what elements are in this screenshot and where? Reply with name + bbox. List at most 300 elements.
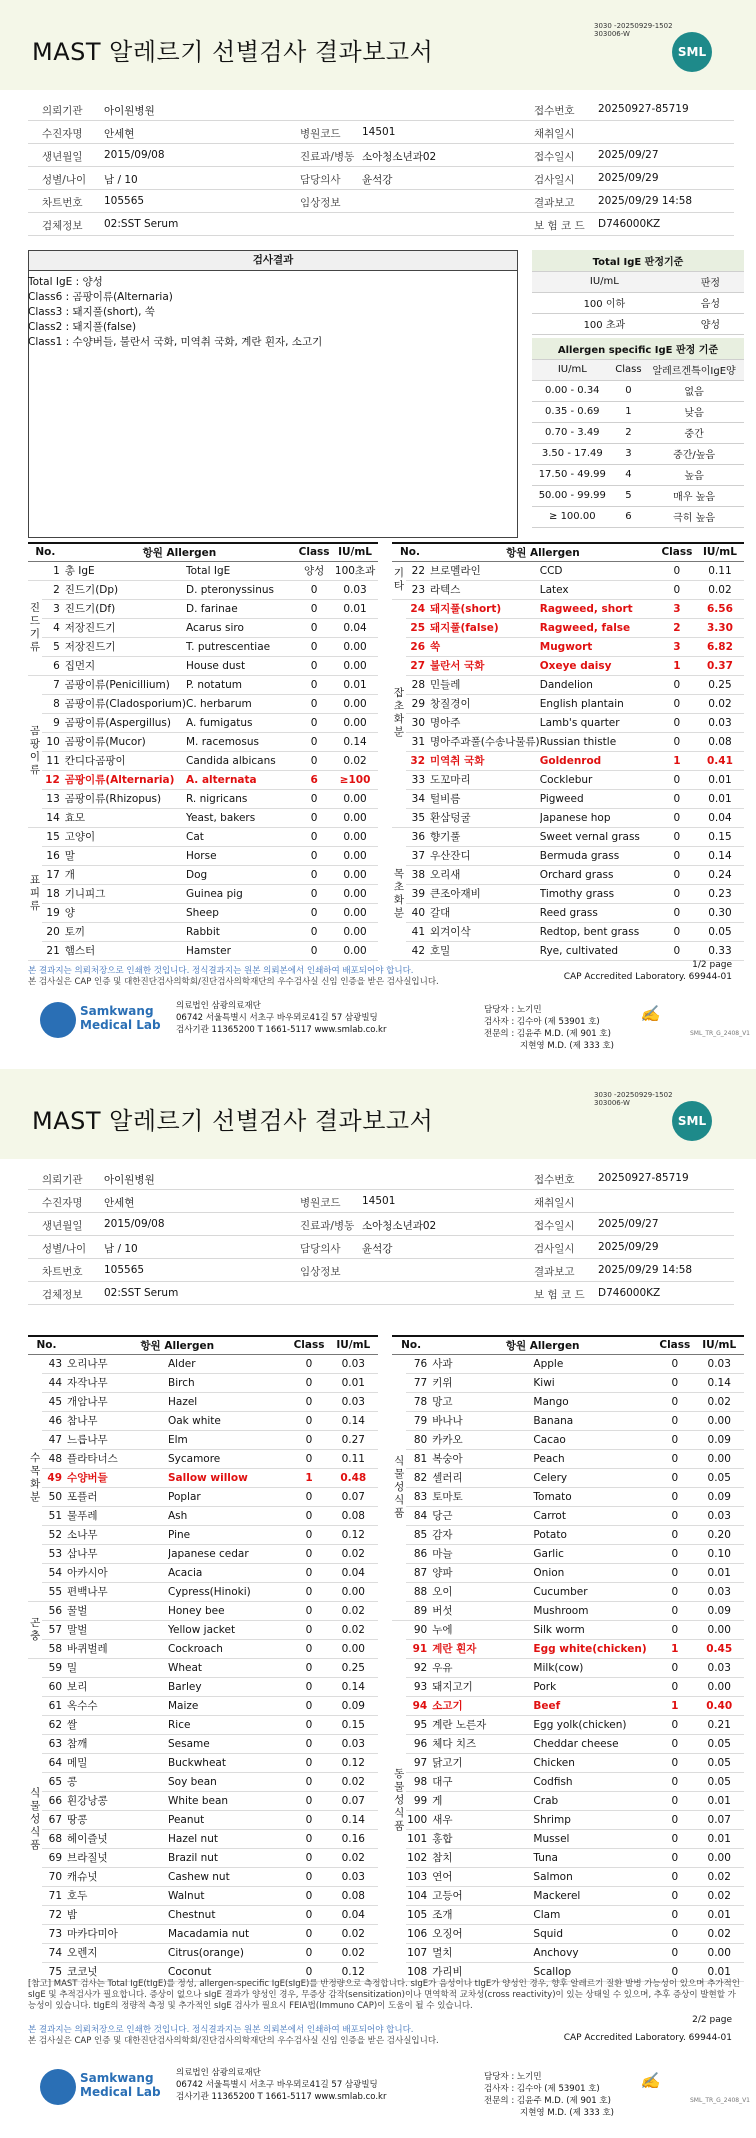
info-row [28,1213,734,1236]
allergen-class: 0 [289,1601,328,1620]
allergen-iu: 0.01 [332,599,378,618]
signature-icon: ✍ [640,1004,660,1023]
allergen-row [392,884,744,903]
allergen-row [28,789,378,808]
allergen-row [28,1791,378,1810]
allergen-no: 67 [42,1810,65,1829]
allergen-kr: 물푸레 [65,1506,168,1525]
allergen-iu: 0.01 [694,1905,744,1924]
allergen-row [28,1905,378,1924]
allergen-row [392,903,744,922]
allergen-en: Japanese cedar [168,1544,289,1563]
allergen-kr: 밤 [65,1905,168,1924]
allergen-row [392,1886,744,1905]
allergen-en: Carrot [533,1506,655,1525]
allergen-en: Macadamia nut [168,1924,289,1943]
info-value: 소아청소년과02 [362,1220,437,1232]
allergen-no: 7 [42,675,63,694]
allergen-no: 6 [42,656,63,675]
allergen-en: CCD [540,561,658,580]
allergen-row [28,751,378,770]
allergen-en: T. putrescentiae [186,637,296,656]
allergen-class: 3 [658,637,696,656]
allergen-en: Japanese hop [540,808,658,827]
allergen-en: Tuna [533,1848,655,1867]
allergen-no: 48 [42,1449,65,1468]
allergen-en: Cucumber [533,1582,655,1601]
allergen-no: 45 [42,1392,65,1411]
allergen-class: 0 [289,1753,328,1772]
allergen-row [392,694,744,713]
allergen-en: Beef [533,1696,655,1715]
allergen-row [392,1601,744,1620]
allergen-kr: 기니피그 [63,884,186,903]
allergen-en: C. herbarum [186,694,296,713]
allergen-no: 79 [406,1411,430,1430]
allergen-kr: 자작나무 [65,1373,168,1392]
allergen-en: Peach [533,1449,655,1468]
allergen-kr: 곰팡이류(Alternaria) [63,770,186,789]
allergen-iu: 0.03 [329,1354,378,1373]
info-label: 접수일시 [534,151,575,163]
allergen-class: 0 [658,884,696,903]
allergen-en: Bermuda grass [540,846,658,865]
specific-ige-row [532,485,744,506]
allergen-group [392,827,406,960]
allergen-no: 92 [406,1658,430,1677]
info-label: 차트번호 [42,1266,83,1278]
allergen-iu: 0.03 [694,1658,744,1677]
allergen-class: 0 [296,922,332,941]
allergen-class: 0 [655,1506,694,1525]
allergen-iu: 0.05 [696,922,744,941]
info-row [28,1282,734,1305]
allergen-en: Elm [168,1430,289,1449]
allergen-row [392,1544,744,1563]
allergen-row [392,1791,744,1810]
allergen-kr: 바퀴벌레 [65,1639,168,1658]
allergen-kr: 오리새 [428,865,540,884]
allergen-kr: 소고기 [430,1696,533,1715]
allergen-no: 71 [42,1886,65,1905]
allergen-kr: 효모 [63,808,186,827]
allergen-no: 69 [42,1848,65,1867]
col-no: No. [28,543,63,561]
allergen-iu: ≥100 [332,770,378,789]
criteria-cell: 2 [613,422,645,443]
patient-info-2 [28,1167,734,1305]
allergen-kr: 꿀벌 [65,1601,168,1620]
allergen-class: 0 [655,1791,694,1810]
signature-icon-2: ✍ [640,2071,660,2090]
allergen-row [392,1734,744,1753]
allergen-kr: 쌀 [65,1715,168,1734]
allergen-kr: 옥수수 [65,1696,168,1715]
allergen-class: 0 [289,1696,328,1715]
allergen-en: Dog [186,865,296,884]
info-label: 차트번호 [42,197,83,209]
allergen-no: 17 [42,865,63,884]
info-row [28,1190,734,1213]
allergen-iu: 0.00 [332,808,378,827]
allergen-en: M. racemosus [186,732,296,751]
samkwang-logo-icon [40,1002,76,1038]
allergen-kr: 헤이즐넛 [65,1829,168,1848]
allergen-class: 1 [658,656,696,675]
allergen-class: 0 [289,1487,328,1506]
allergen-row [28,637,378,656]
allergen-en: Sycamore [168,1449,289,1468]
allergen-kr: 환삼덩굴 [428,808,540,827]
allergen-en: Hamster [186,941,296,960]
info-label: 생년월일 [42,151,83,163]
allergen-row [28,1506,378,1525]
allergen-class: 0 [655,1620,694,1639]
allergen-class: 0 [655,1753,694,1772]
allergen-class: 0 [658,903,696,922]
allergen-row [392,1905,744,1924]
criteria-cell: 4 [613,464,645,485]
allergen-iu: 0.00 [694,1848,744,1867]
allergen-class: 0 [289,1962,328,1981]
col-class: Class [655,1336,694,1354]
allergen-row [28,1677,378,1696]
allergen-no: 9 [42,713,63,732]
allergen-group-label: 목초화분 [393,867,405,919]
info-label: 임상정보 [300,1266,341,1278]
cap-accreditation: CAP Accredited Laboratory. 69944-01 [563,972,732,982]
allergen-no: 57 [42,1620,65,1639]
info-row [28,144,734,167]
allergen-iu: 0.03 [694,1582,744,1601]
form-version: SML_TR_G_2408_V1 [690,1030,751,1037]
allergen-no: 51 [42,1506,65,1525]
allergen-kr: 저장진드기 [63,618,186,637]
allergen-row [392,1677,744,1696]
allergen-group [392,561,406,599]
allergen-iu: 0.09 [329,1696,378,1715]
allergen-iu: 0.03 [694,1354,744,1373]
allergen-iu: 0.03 [329,1867,378,1886]
allergen-iu: 0.01 [694,1829,744,1848]
allergen-row [392,865,744,884]
allergen-iu: 0.09 [694,1430,744,1449]
info-label: 병원코드 [300,128,341,140]
allergen-row [28,941,378,960]
allergen-row [392,1411,744,1430]
allergen-row [28,1829,378,1848]
allergen-class: 0 [289,1582,328,1601]
allergen-iu: 0.07 [329,1487,378,1506]
allergen-group [392,599,406,827]
allergen-kr: 밀 [65,1658,168,1677]
allergen-kr: 계란 흰자 [430,1639,533,1658]
info-label: 채취일시 [534,128,575,140]
info-label: 진료과/병동 [300,1220,355,1232]
allergen-en: Mushroom [533,1601,655,1620]
allergen-row [28,1601,378,1620]
criteria-cell: 높음 [644,464,744,485]
allergen-row [392,1848,744,1867]
info-row [28,1236,734,1259]
allergen-iu: 0.00 [332,903,378,922]
allergen-class: 0 [289,1677,328,1696]
info-value: 남 / 10 [104,174,138,186]
allergen-class: 0 [289,1506,328,1525]
info-value: 14501 [362,126,396,138]
allergen-en: Yeast, bakers [186,808,296,827]
allergen-class: 0 [658,865,696,884]
report-page-2 [0,1069,756,2138]
allergen-iu: 0.00 [332,789,378,808]
info-label: 수진자명 [42,1197,83,1209]
specific-ige-row [532,506,744,527]
allergen-row-positive [28,770,378,789]
allergen-row [392,713,744,732]
allergen-no: 78 [406,1392,430,1411]
allergen-no: 108 [406,1962,430,1981]
allergen-group-label: 곤충 [30,1616,41,1642]
allergen-row [392,1715,744,1734]
allergen-row [392,1658,744,1677]
info-label: 결과보고 [534,1266,575,1278]
allergen-no: 77 [406,1373,430,1392]
info-label: 병원코드 [300,1197,341,1209]
allergen-iu: 0.02 [332,751,378,770]
allergen-en: Sallow willow [168,1468,289,1487]
allergen-row [28,846,378,865]
allergen-en: Peanut [168,1810,289,1829]
allergen-group [28,1601,42,1658]
allergen-kr: 보리 [65,1677,168,1696]
info-row [28,1167,734,1190]
allergen-row [392,1392,744,1411]
allergen-no: 55 [42,1582,65,1601]
allergen-iu: 0.14 [329,1677,378,1696]
allergen-class: 0 [658,713,696,732]
allergen-row [392,846,744,865]
allergen-row [28,675,378,694]
cap-accreditation-2: CAP Accredited Laboratory. 69944-01 [563,2033,732,2043]
allergen-class: 0 [296,808,332,827]
allergen-en: Mackerel [533,1886,655,1905]
specific-ige-row [532,443,744,464]
allergen-en: A. fumigatus [186,713,296,732]
allergen-class: 0 [289,1943,328,1962]
disclaimer-p2: 본 결과지는 의뢰처장으로 인쇄한 것입니다. 정식결과지는 원본 의뢰본에서 인쇄하여 배포되어야 합니다. 본 검사실은 CAP 인증 및 대한진단검사의학회/진단검사의학재단의 우수검사실 신임 인증을 받은 검사실입니다. [28,2025,439,2046]
allergen-class: 0 [655,1810,694,1829]
form-version-2: SML_TR_G_2408_V1 [690,2097,751,2104]
allergen-class: 0 [289,1867,328,1886]
info-label: 결과보고 [534,197,575,209]
report-title-2: MAST 알레르기 선별검사 결과보고서 [32,1107,434,1135]
allergen-group [392,1620,406,1981]
allergen-iu: 0.00 [694,1620,744,1639]
allergen-row [28,694,378,713]
criteria-cell: 음성 [677,292,744,313]
allergen-row [28,1772,378,1791]
allergen-no: 32 [406,751,428,770]
allergen-iu: 0.00 [694,1943,744,1962]
info-row [28,213,734,236]
allergen-class: 6 [296,770,332,789]
lab-address: 의료법인 삼광의료재단 06742 서울특별시 서초구 바우뫼로41길 57 삼광빌딩 검사기관 11365200 T 1661-5117 www.smlab.co.kr [176,1001,387,1035]
criteria-cell: 17.50 - 49.99 [532,464,613,485]
allergen-iu: 0.33 [696,941,744,960]
allergen-kr: 참깨 [65,1734,168,1753]
info-value: 아이원병원 [104,105,155,117]
allergen-iu: 0.08 [329,1506,378,1525]
signers-2: 담당자 : 노기민 검사자 : 김수아 (제 53901 호) 전문의 : 김윤주 M.D. (제 901 호) 지현영 M.D. (제 333 호) [484,2072,615,2118]
allergen-en: Cashew nut [168,1867,289,1886]
allergen-en: Tomato [533,1487,655,1506]
allergen-class: 0 [296,846,332,865]
criteria-cell: 중간/높음 [644,443,744,464]
signers: 담당자 : 노기민 검사자 : 김수아 (제 53901 호) 전문의 : 김윤주 M.D. (제 901 호) 지현영 M.D. (제 333 호) [484,1005,615,1051]
allergen-class: 0 [296,599,332,618]
allergen-kr: 바나나 [430,1411,533,1430]
allergen-row [392,1354,744,1373]
allergen-kr: 곰팡이류(Mucor) [63,732,186,751]
col-allergen: 항원 Allergen [430,1336,655,1354]
allergen-no: 87 [406,1563,430,1582]
allergen-kr: 당근 [430,1506,533,1525]
allergen-iu: 0.45 [694,1639,744,1658]
allergen-kr: 새우 [430,1810,533,1829]
allergen-en: Mugwort [540,637,658,656]
allergen-class: 0 [655,1563,694,1582]
allergen-no: 11 [42,751,63,770]
allergen-en: Rice [168,1715,289,1734]
allergen-iu: 0.00 [332,941,378,960]
allergen-en: Poplar [168,1487,289,1506]
allergen-no: 66 [42,1791,65,1810]
allergen-row [28,1487,378,1506]
allergen-iu: 0.02 [696,580,744,599]
allergen-group [28,561,42,580]
info-label: 의뢰기관 [42,1174,83,1186]
sml-logo-2: SML [672,1101,712,1141]
info-value: 2025/09/29 [598,172,659,184]
allergen-row-positive [392,1696,744,1715]
info-value: 2015/09/08 [104,1218,165,1230]
allergen-table-p2-right [392,1335,744,1982]
allergen-en: Pigweed [540,789,658,808]
allergen-no: 94 [406,1696,430,1715]
allergen-row [392,789,744,808]
allergen-en: Onion [533,1563,655,1582]
allergen-no: 8 [42,694,63,713]
report-header [0,0,756,90]
allergen-row [28,1734,378,1753]
allergen-class: 0 [289,1829,328,1848]
allergen-kr: 호밀 [428,941,540,960]
info-value: 남 / 10 [104,1243,138,1255]
allergen-no: 74 [42,1943,65,1962]
allergen-iu: 0.01 [329,1373,378,1392]
info-label: 접수번호 [534,105,575,117]
allergen-en: Birch [168,1373,289,1392]
report-title: MAST 알레르기 선별검사 결과보고서 [32,38,434,66]
allergen-kr: 복숭아 [430,1449,533,1468]
allergen-en: Ragweed, short [540,599,658,618]
info-value: 2025/09/27 [598,149,659,161]
allergen-iu: 0.30 [696,903,744,922]
allergen-kr: 버섯 [430,1601,533,1620]
allergen-no: 88 [406,1582,430,1601]
allergen-row [392,561,744,580]
allergen-en: Cockroach [168,1639,289,1658]
allergen-class: 0 [289,1734,328,1753]
allergen-kr: 돼지고기 [430,1677,533,1696]
allergen-iu: 0.02 [696,694,744,713]
criteria-cell: 매우 높음 [644,485,744,506]
allergen-row [28,1924,378,1943]
allergen-no: 2 [42,580,63,599]
allergen-no: 81 [406,1449,430,1468]
allergen-class: 0 [655,1905,694,1924]
report-ref-2: 3030 -20250929-1502 303006-W [594,1091,673,1107]
allergen-kr: 참치 [430,1848,533,1867]
criteria-cell: 양성 [677,313,744,334]
allergen-en: Crab [533,1791,655,1810]
sml-logo: SML [672,32,712,72]
allergen-row [28,1563,378,1582]
allergen-table-p1-right [392,542,744,961]
allergen-iu: 0.03 [332,580,378,599]
allergen-en: Ash [168,1506,289,1525]
allergen-iu: 0.08 [329,1886,378,1905]
allergen-iu: 0.12 [329,1753,378,1772]
info-label: 채취일시 [534,1197,575,1209]
allergen-en: Goldenrod [540,751,658,770]
allergen-kr: 카카오 [430,1430,533,1449]
allergen-row [28,732,378,751]
allergen-class: 0 [289,1886,328,1905]
allergen-class: 0 [655,1468,694,1487]
col-allergen: 항원 Allergen [63,543,296,561]
allergen-row-positive [392,637,744,656]
allergen-table-p2-left [28,1335,378,1982]
allergen-iu: 0.15 [696,827,744,846]
col-no: No. [392,543,428,561]
allergen-kr: 토끼 [63,922,186,941]
allergen-iu: 0.11 [696,561,744,580]
allergen-iu: 0.01 [694,1791,744,1810]
allergen-no: 97 [406,1753,430,1772]
allergen-class: 0 [289,1449,328,1468]
allergen-no: 44 [42,1373,65,1392]
allergen-en: Lamb's quarter [540,713,658,732]
info-label: 성별/나이 [42,174,87,186]
allergen-iu: 0.10 [694,1544,744,1563]
allergen-no: 53 [42,1544,65,1563]
allergen-kr: 망고 [430,1392,533,1411]
allergen-class: 0 [296,675,332,694]
criteria-cell: 100 초과 [532,313,677,334]
info-label: 생년월일 [42,1220,83,1232]
allergen-class: 0 [289,1639,328,1658]
allergen-en: Yellow jacket [168,1620,289,1639]
allergen-row [28,713,378,732]
allergen-kr: 곰팡이류(Aspergillus) [63,713,186,732]
allergen-kr: 조개 [430,1905,533,1924]
allergen-header-row [28,543,378,561]
criteria-cell: 3 [613,443,645,464]
allergen-iu: 0.00 [332,694,378,713]
allergen-row [28,1696,378,1715]
info-row [28,1259,734,1282]
